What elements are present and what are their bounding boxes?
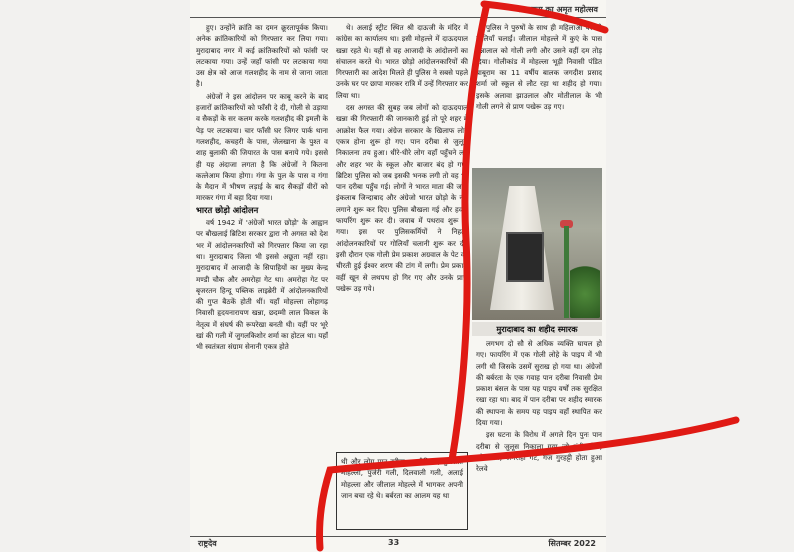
paragraph: थे। अलाई स्ट्रीट स्थित श्री दाऊजी के मंदिर में कांग्रेस का कार्यालय था। इसी मोहल्ले में दाऊदयाल खन्ना रहते थे। यहीं से वह आजादी के आंदोलनों का संचालन करते थे। भारत छोड़ो आंदोलनकारियों की गिरफ्तारी का आदेश मिलते ही पुलिस ने सबसे पहले उनके घर पर छापा मारकर रात्रि में उन्हें गिरफ्तार कर लिया था। [336, 23, 468, 100]
section-title: स्वतन्त्रता का अमृत महोत्सव [516, 5, 598, 14]
column-3-top [476, 22, 602, 164]
column-2 [336, 22, 468, 464]
memorial-plaque [506, 232, 544, 282]
subheading: भारत छोड़ो आंदोलन [196, 204, 259, 215]
page-number: 33 [388, 538, 400, 547]
paragraph: अंग्रेजों ने इस आंदोलन पर काबू करने के बाद हजारों क्रांतिकारियों को फाँसी दे दी, गोली से उड़ाया व सैकड़ों के सर कलम करके गलशहीद की इमली के पेड़ पर लटकाया। चार फाँसी घर जिगर पार्क थाना गलशहीद, कचहरी के पास, जेलखाना के पुश्त व शाह बुलाकी की जियारत के पास बनाये गये। इससे ही यह अंदाजा लगता है कि अंग्रेजों ने कितना कत्लेआम किया होगा। गंगा के पुल के पास व गंगा के मैदान में भीषण लड़ाई के बाद सैकड़ों वीरों को मारकर गंगा में बहा दिया गया। [196, 91, 328, 203]
paragraph: दस अगस्त की सुबह जब लोगों को दाऊदयाल खन्ना की गिरफ्तारी की जानकारी हुई तो पूरे शहर में आक्रोश फैल गया। अंग्रेज सरकार के खिलाफ लोग एकत्र होना शुरू हो गए। पान दरीबा से जुलूस निकालना तय हुआ। धीरे-धीरे लोग वहाँ पहुँचने लगे और शहर भर के स्कूल और बाजार बंद हो गए। ब्रिटिश पुलिस को जब इसकी भनक लगी तो वह भी पान दरीबा पहुँच गई। लोगों ने भारत माता की जय, इंकलाब जिन्दाबाद और अंग्रेजो भारत छोड़ो के नारे लगाने शुरू कर दिए। पुलिस बौखला गई और हवाई फायरिंग शुरू कर दी। जवाब में पथराव शुरू हो गया। इस पर पुलिसकर्मियों ने निहत्थे आंदोलनकारियों पर गोलियाँ चलानी शुरू कर दी। इसी दौरान एक गोली प्रेम प्रकाश अग्रवाल के पेट को चीरती हुई ईश्वर शरण की टांग में लगी। प्रेम प्रकाश वहीं खून से लथपथ हो गिर गए और उनके प्राण पखेरू उड़ गये। [336, 103, 468, 293]
paragraph: लगभग दो सौ से अधिक व्यक्ति घायल हो गए। फायरिंग में एक गोली लोहे के पाइप में भी लगी थी जिसके उसमें सुराख हो गया था। अंग्रेजों की बर्बरता के एक गवाह पान दरीबा निवासी प्रेम प्रकाश बंसल के पास यह पाइप वर्षों तक सुरक्षित रखा रहा था। बाद में पान दरीबा पर शहीद स्मारक की स्थापना के समय यह पाइप वहाँ स्थापित कर दिया गया। [476, 339, 602, 428]
footer-rule [190, 536, 606, 537]
magazine-name: राष्ट्रदेव [198, 539, 217, 548]
memorial-photo [472, 168, 602, 320]
paragraph: पुलिस ने पुरुषों के साथ ही महिलाओं पर भी गोलियाँ चलाईं। जीलाल मोहल्ले में कुएं के पास मुन्नालाल को गोली लगी और उसने वहीं दम तोड़ दिया। गोलीकांड में मोहल्ला भूड़ी निवासी पंडित बाबूराम का 11 वर्षीय बालक जगदीश प्रसाद शर्मा जो स्कूल से लौट रहा था शहीद हो गया। इसके अलावा झाउलाल और मोतीलाल के भी गोली लगने से प्राण पखेरू उड़ गए। [476, 23, 602, 112]
plants [570, 258, 600, 318]
boxed-text: थी और लोग पान दरीबा, कायीगिरान, गुजराती मोहल्ला, पुजेरी गली, दिलवाली गली, अलाई मोहल्ला और जीलाल मोहल्ले में भागकर अपनी जान बचा रहे थे। बर्बरता का आलम यह था [336, 452, 468, 530]
paragraph: वर्ष 1942 में 'अंग्रेजों भारत छोड़ो' के आह्वान पर बौखलाई ब्रिटिश सरकार द्वारा नौ अगस्त को देश भर में आंदोलनकारियों को गिरफ्तार किया जा रहा था। मुरादाबाद जिला भी इससे अछूता नहीं रहा। मुरादाबाद में आजादी के सिपाहियों का मुख्य केन्द्र मण्डी चौक और अमरोहा गेट था। अमरोहा गेट पर बृजरतन हिन्दू पब्लिक लाइब्रेरी में आंदोलनकारियों की गुप्त बैठकें होती थीं। यहाँ मोहल्ला लोहागढ़ निवासी हृदयनारायण खन्ना, छदम्मी लाल विकल के नेतृत्व में संघर्ष की रूपरेखा बनती थी। यहीं पर भूरे खां की गली में जुगलकिशोर शर्मा का होटल था। यहाँ भी स्वतंत्रता संग्राम सेनानी एकत्र होते [196, 218, 328, 352]
paragraph: इस घटना के विरोध में अगले दिन पुनः पान दरीबा से जुलूस निकाला गया जो मंडी चौक, कोतवाली, अमरोहा गेट, गंज गुरहट्टी होता हुआ रेलवे [476, 430, 602, 474]
header-rule [190, 17, 606, 18]
lamp-pole [564, 226, 569, 318]
magazine-page [190, 0, 606, 552]
photo-caption: मुरादाबाद का शहीद स्मारक [472, 322, 602, 336]
paragraph: हुए। उन्होंने क्रांति का दमन क्रूरतापूर्वक किया। अनेक क्रांतिकारियों को गिरफ्तार कर लिया गया। मुरादाबाद नगर में कई क्रांतिकारियों को फांसी पर लटकाया गया। उन्हें जहाँ फांसी पर लटकाया गया उस क्षेत्र को आज गलशहीद के नाम से जाना जाता है। [196, 23, 328, 89]
column-1 [196, 22, 328, 532]
issue-date: सितम्बर 2022 [548, 539, 596, 548]
